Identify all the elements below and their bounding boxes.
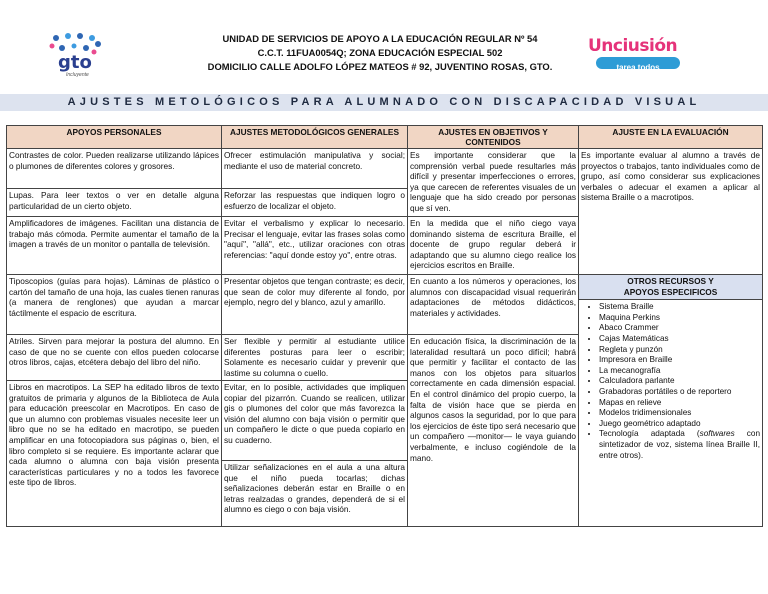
institution-cct: C.C.T. 11FUA0054Q; ZONA EDUCACIÓN ESPECIAL 502: [257, 47, 503, 58]
cell-avoid-verbalism: Evitar el verbalismo y explicar lo necesario. Precisar el lenguaje, evitar las frases solas como "aquí", "allá", etc., utilizar oraciones con otras referencias: "aquí donde estoy yo", entre otras.: [222, 217, 408, 275]
cell-manipulative-stimulation: Ofrecer estimulación manipulativa y social; mediante el uso de material concreto.: [222, 149, 408, 189]
list-item: • La mecanografía: [599, 366, 760, 377]
adjustments-table: [6, 125, 763, 527]
list-item: • Sistema Braille: [599, 302, 760, 313]
logo-left-subtitle: Incluyente: [66, 72, 89, 78]
list-item: • Calculadora parlante: [599, 376, 760, 387]
cell-color-contrasts: Contrastes de color. Pueden realizarse utilizando lápices o plumones de diferentes colores y grosores.: [7, 149, 222, 189]
cell-lecterns: Atriles. Sirven para mejorar la postura del alumno. En caso de que no se cuente con ellos pueden colocarse otros libros, cajas, etcétera debajo del libro del niño.: [7, 335, 222, 381]
institution-address: DOMICILIO CALLE ADOLFO LÓPEZ MATEOS # 92, JUVENTINO ROSAS, GTO.: [207, 61, 553, 72]
cell-flexible-postures: Ser flexible y permitir al estudiante utilice diferentes posturas para leer o escribir; Solamente es necesario cuidar y prevenir que lastime su columna o cuello.: [222, 335, 408, 381]
cell-physical-education: En educación física, la discriminación de la lateralidad resultará un poco difícil; habrá que permitir y facilitar el contacto de las manos con los objetos para situarlos correctamente en cada dimensión espacial. En el control dinámico del propio cuerpo, la falta de visión hace que se pierda en algunos casos la seguridad, por lo que para los ejercicios de éste tipo será necesario que un compañero —monitor— le vaya guiando verbalmente, e incluso cogiéndole de la mano.: [408, 335, 579, 527]
cell-image-amplifiers: Amplificadores de imágenes. Facilitan una distancia de trabajo más cómoda. Permite aumentar el tamaño de la imagen a través de un monitor o pantalla de televisión.: [7, 217, 222, 275]
list-item: • Juego geométrico adaptado: [599, 419, 760, 430]
resources-list: [581, 302, 760, 461]
cell-numbers-operations: En cuanto a los números y operaciones, los alumnos con discapacidad visual requerirán adaptaciones de métodos didácticos, materiales y actividades.: [408, 275, 579, 335]
cell-magnifiers: Lupas. Para leer textos o ver en detalle alguna particularidad de un cierto objeto.: [7, 189, 222, 217]
cell-evaluation: Es importante evaluar al alumno a través de proyectos o trabajos, tanto individuales como de grupo, así como considerar sus explicaciones verbales o adecuar el examen a aplicar al sistema Braille o a macrotipos.: [579, 149, 763, 275]
column-header-evaluation: AJUSTE EN LA EVALUACIÓN: [579, 126, 763, 149]
list-item: • Grabadoras portátiles o de reportero: [599, 387, 760, 398]
column-header-personal-supports: APOYOS PERSONALES: [7, 126, 222, 149]
cell-reinforce-responses: Reforzar las respuestas que indiquen logro o esfuerzo de localizar el objeto.: [222, 189, 408, 217]
list-item: • Maquina Perkins: [599, 313, 760, 324]
cell-braille-writing: En la medida que el niño ciego vaya dominando sistema de escritura Braille, el docente de grupo regular deberá ir adaptando que su alumno ciego realice los ejercicios escritos en Braille.: [408, 217, 579, 275]
list-item: • Modelos tridimensionales: [599, 408, 760, 419]
cell-other-resources: [579, 275, 763, 527]
cell-classroom-signage: Utilizar señalizaciones en el aula a una altura que el niño pueda tocarlas; dichas señalizaciones deberán estar en Braille o en letras realzadas o grandes, dependerá de si el alumno es ciego o con baja visión.: [222, 461, 408, 527]
logo-right-subtitle: tarea todos: [616, 63, 660, 72]
document-header: [0, 28, 768, 80]
column-header-general-methodological: AJUSTES METODOLÓGICOS GENERALES: [222, 126, 408, 149]
list-item: • Regleta y punzón: [599, 345, 760, 356]
inclusion-tarea-de-todos-logo: [588, 36, 684, 72]
list-item: • Impresora en Braille: [599, 355, 760, 366]
logo-left-text: gto: [58, 52, 92, 73]
cell-macrotype-books: Libros en macrotipos. La SEP ha editado libros de texto gratuitos de primaria y algunos de la Biblioteca de Aula para educación preescolar en Macrotipos. En caso de que un alumno con problemas visuales necesite leer un libro que no se ha editado en macrotipo, se pueden amplificar en una fotocopiadora sus páginas o, bien, el libro completo si se requiere. Es importante aclarar que cada alumno o alumna con baja visión presenta características particulares y no a todos les favorece este tipo de libros.: [7, 381, 222, 527]
institution-name: UNIDAD DE SERVICIOS DE APOYO A LA EDUCACIÓN REGULAR Nº 54: [222, 33, 538, 44]
table-header-row: [7, 126, 763, 149]
cell-verbal-comprehension: Es importante considerar que la comprensión verbal puede resultarles más difícil y presentar imperfecciones o errores, ya que carecen de referentes visuales de un lenguaje que ha sido creado por personas que sí ven.: [408, 149, 579, 217]
document-title: AJUSTES METOLÓGICOS PARA ALUMNADO CON DISCAPACIDAD VISUAL: [0, 94, 768, 111]
other-resources-heading: OTROS RECURSOS Y APOYOS ESPECIFICOS: [579, 274, 762, 300]
gto-incluyente-logo: [46, 30, 110, 80]
logo-right-text: Unciusión: [588, 36, 678, 56]
list-item: • Abaco Crammer: [599, 323, 760, 334]
institution-block: [150, 32, 610, 74]
table-row: [7, 275, 763, 335]
cell-avoid-board-copying: Evitar, en lo posible, actividades que impliquen copiar del pizarrón. Cuando se realicen, utilizar gis o plumones del color que más favorezca la visión del alumno con baja visión o permitir que un compañero le dicte o que pueda copiarlo en su cuaderno.: [222, 381, 408, 461]
list-item: • Cajas Matemáticas: [599, 334, 760, 345]
list-item: • Tecnología adaptada (softwares con sintetizador de voz, sistema línea Braille II, entre otros).: [599, 429, 760, 461]
table-row: [7, 149, 763, 189]
list-item: • Mapas en relieve: [599, 398, 760, 409]
cell-contrast-objects: Presentar objetos que tengan contraste; es decir, que sean de color muy diferente al fondo, por ejemplo, negro del y blanco, azul y amarillo.: [222, 275, 408, 335]
cell-typoscopes: Tiposcopios (guías para hojas). Láminas de plástico o cartón del tamaño de una hoja, las cuales tienen ranuras (a manera de renglones) que ayudan a marcar táctilmente el espacio de escritura.: [7, 275, 222, 335]
column-header-objectives-contents: AJUSTES EN OBJETIVOS Y CONTENIDOS: [408, 126, 579, 149]
